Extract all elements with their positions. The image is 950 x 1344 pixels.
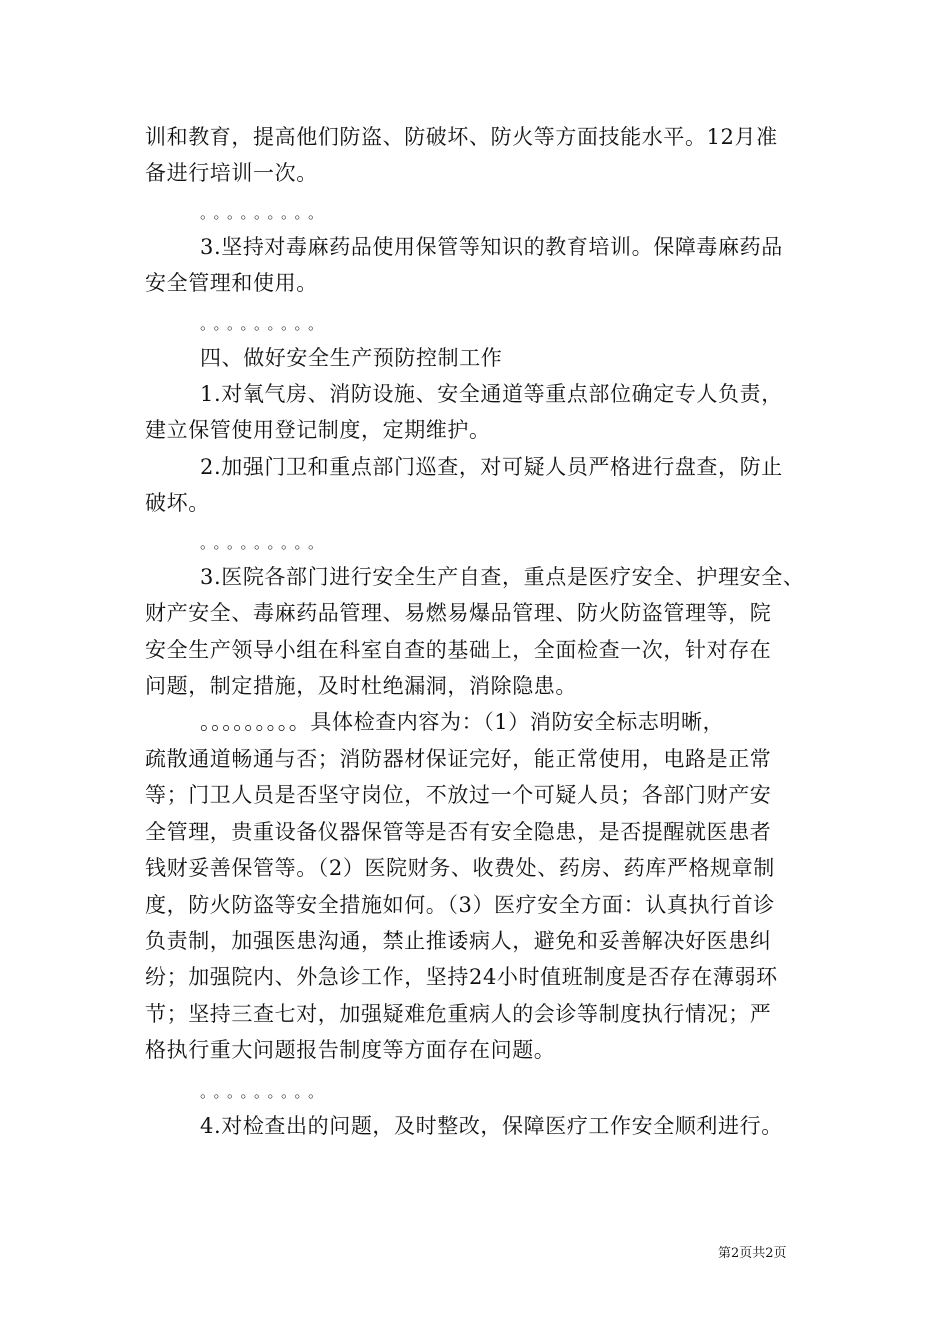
- page-number-footer: 第2页共2页: [718, 1246, 787, 1261]
- dot-separator: 。。。。。。。。。: [200, 534, 330, 552]
- text-line: 疏散通道畅通与否；消防器材保证完好，能正常使用，电路是正常: [145, 747, 772, 771]
- dot-separator: 。。。。。。。。。: [200, 204, 330, 222]
- text-line: 3.坚持对毒麻药品使用保管等知识的教育培训。保障毒麻药品: [200, 235, 783, 259]
- text-line: 2.加强门卫和重点部门巡查，对可疑人员严格进行盘查，防止: [200, 455, 783, 479]
- text-line: 3.医院各部门进行安全生产自查，重点是医疗安全、护理安全、: [200, 565, 805, 589]
- dot-separator: 。。。。。。。。。: [200, 1083, 330, 1101]
- text-line: 财产安全、毒麻药品管理、易燃易爆品管理、防火防盗管理等，院: [145, 601, 772, 625]
- text-line: 全管理，贵重设备仪器保管等是否有安全隐患，是否提醒就医患者: [145, 820, 772, 844]
- text-line: 备进行培训一次。: [145, 161, 318, 185]
- dot-separator: 。。。。。。。。。: [200, 315, 330, 333]
- text-line: 问题，制定措施，及时杜绝漏洞，消除隐患。: [145, 674, 577, 698]
- text-line: 负责制，加强医患沟通，禁止推诿病人，避免和妥善解决好医患纠: [145, 929, 772, 953]
- text-line: 节；坚持三查七对，加强疑难危重病人的会诊等制度执行情况；严: [145, 1002, 772, 1026]
- section-heading: 四、做好安全生产预防控制工作: [200, 346, 503, 370]
- text-line: 安全生产领导小组在科室自查的基础上，全面检查一次，针对存在: [145, 638, 772, 662]
- text-line: 度，防火防盗等安全措施如何。（3）医疗安全方面：认真执行首诊: [145, 893, 775, 917]
- text-line: 等；门卫人员是否坚守岗位，不放过一个可疑人员；各部门财产安: [145, 783, 772, 807]
- text-line: 安全管理和使用。: [145, 271, 318, 295]
- text-line: 。。。。。。。。。具体检查内容为：（1）消防安全标志明晰，: [200, 710, 725, 734]
- text-line: 训和教育，提高他们防盗、防破坏、防火等方面技能水平。12月准: [145, 125, 778, 149]
- text-line: 破坏。: [145, 491, 210, 515]
- text-line: 建立保管使用登记制度，定期维护。: [145, 418, 491, 442]
- text-line: 纷；加强院内、外急诊工作，坚持24小时值班制度是否存在薄弱环: [145, 965, 778, 989]
- text-line: 4.对检查出的问题，及时整改，保障医疗工作安全顺利进行。: [200, 1114, 783, 1138]
- text-line: 1.对氧气房、消防设施、安全通道等重点部位确定专人负责，: [200, 382, 783, 406]
- text-line: 钱财妥善保管等。（2）医院财务、收费处、药房、药库严格规章制: [145, 856, 775, 880]
- text-line: 格执行重大问题报告制度等方面存在问题。: [145, 1038, 556, 1062]
